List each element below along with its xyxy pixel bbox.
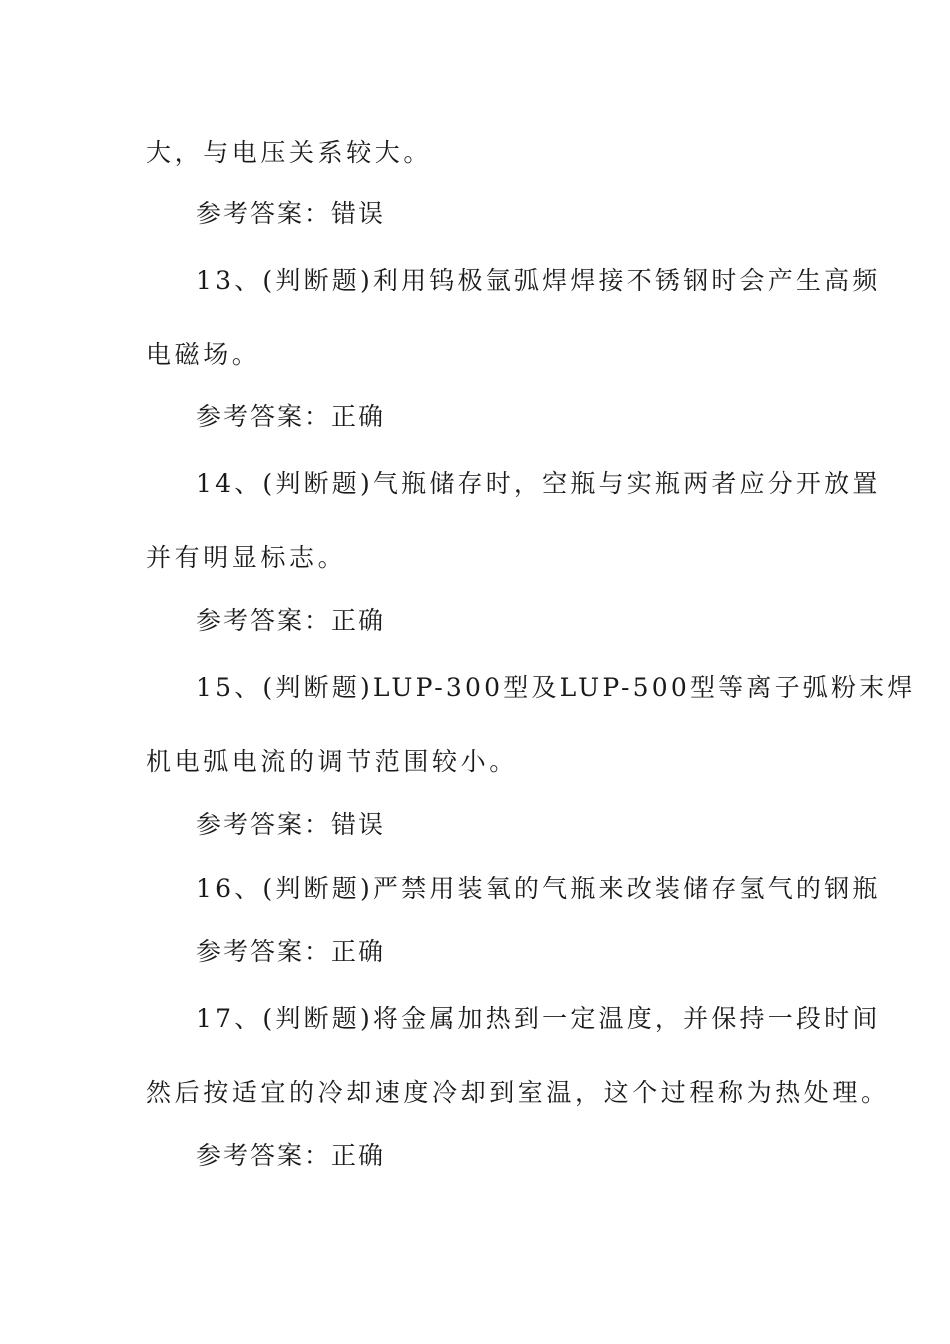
q16-answer: 参考答案：正确	[196, 937, 386, 966]
q16-text: 16、(判断题)严禁用装氧的气瓶来改装储存氢气的钢瓶	[196, 874, 881, 903]
q15-text-continued: 机电弧电流的调节范围较小。	[146, 747, 518, 776]
q12-text-continued: 大，与电压关系较大。	[146, 138, 433, 167]
q13-text-continued: 电磁场。	[146, 340, 261, 369]
q17-text-continued: 然后按适宜的冷却速度冷却到室温，这个过程称为热处理。	[146, 1078, 890, 1107]
q14-text-continued: 并有明显标志。	[146, 543, 347, 572]
q14-text: 14、(判断题)气瓶储存时，空瓶与实瓶两者应分开放置	[196, 469, 881, 498]
q13-answer: 参考答案：正确	[196, 402, 386, 431]
q13-text: 13、(判断题)利用钨极氩弧焊焊接不锈钢时会产生高频	[196, 266, 881, 295]
q17-text: 17、(判断题)将金属加热到一定温度，并保持一段时间	[196, 1004, 881, 1033]
q12-answer: 参考答案：错误	[196, 199, 386, 228]
q17-answer: 参考答案：正确	[196, 1141, 386, 1170]
q14-answer: 参考答案：正确	[196, 606, 386, 635]
q15-answer: 参考答案：错误	[196, 810, 386, 839]
q15-text: 15、(判断题)LUP-300型及LUP-500型等离子弧粉末焊	[196, 673, 916, 702]
